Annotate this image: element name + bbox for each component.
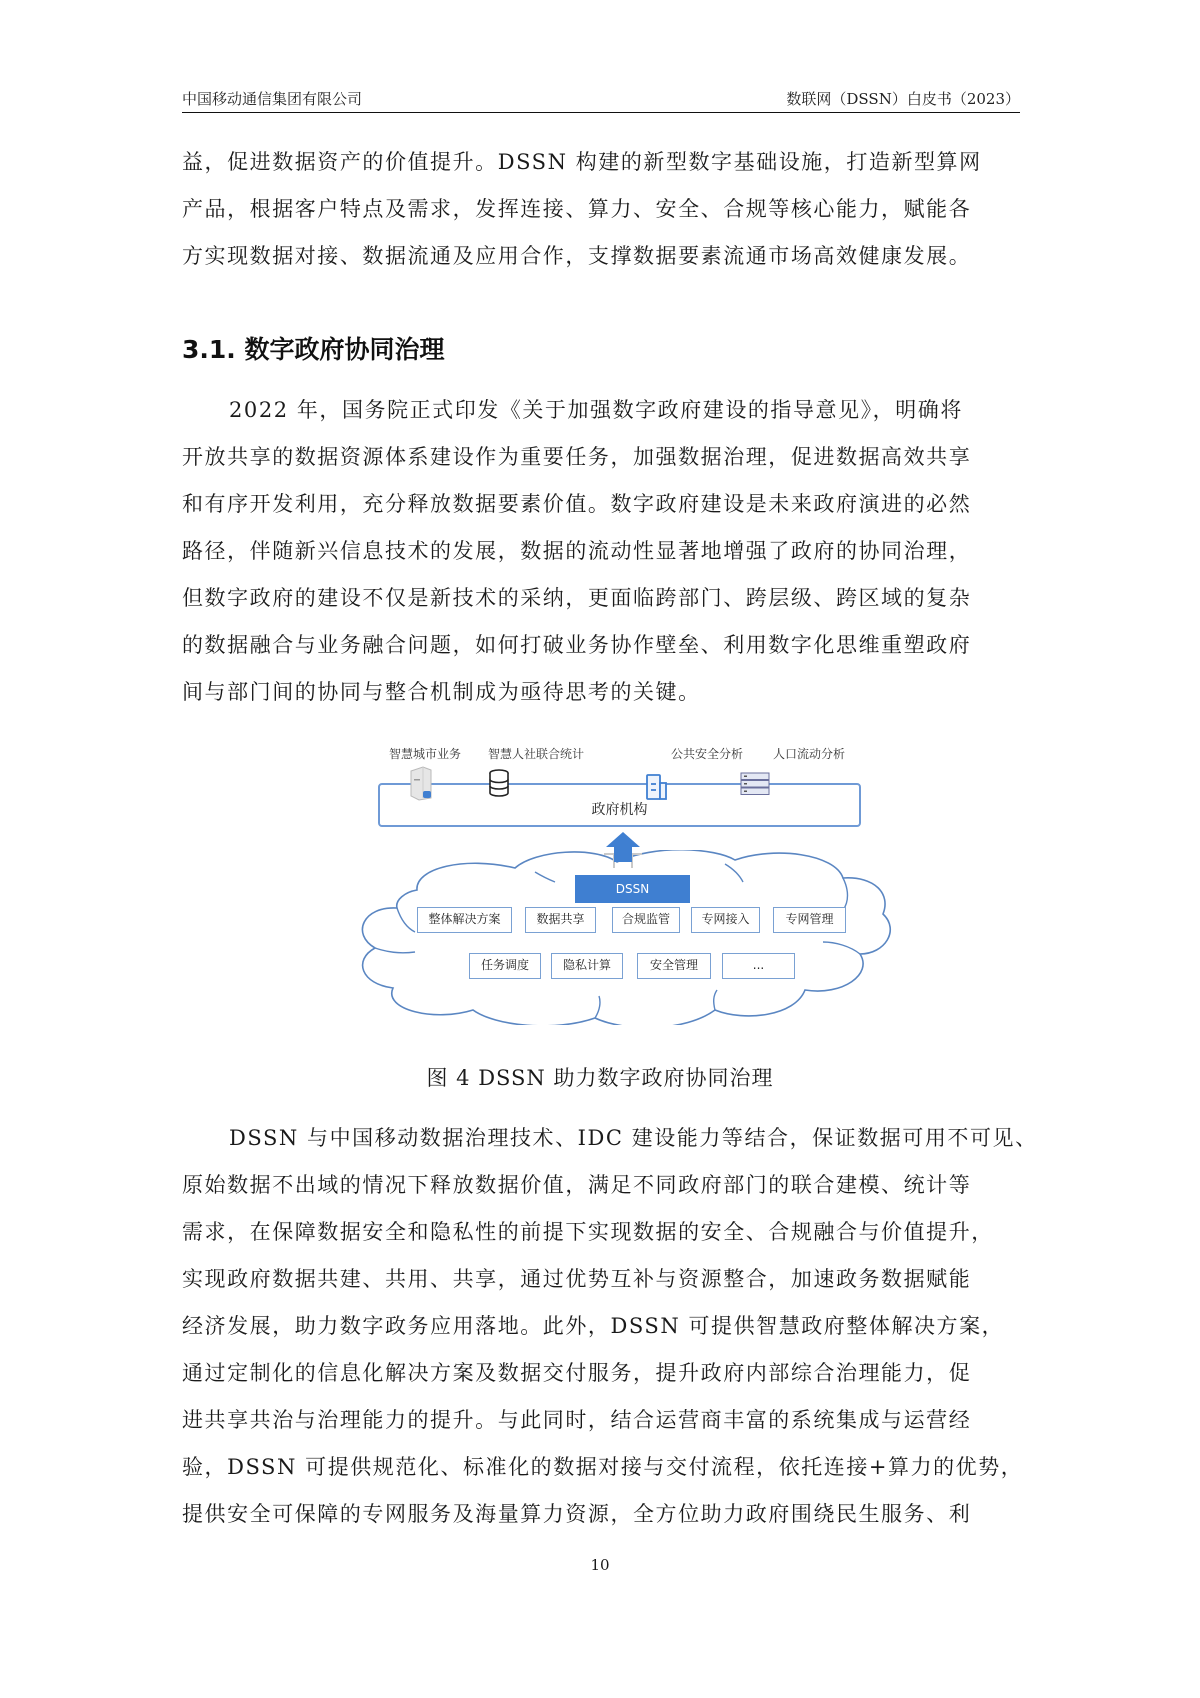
service-box: 数据共享 [525,907,596,933]
paragraph-line: 路径，伴随新兴信息技术的发展，数据的流动性显著地增强了政府的协同治理， [182,539,972,563]
service-box: 专网管理 [773,907,846,933]
government-box [378,783,861,827]
paragraph-line: 通过定制化的信息化解决方案及数据交付服务，提升政府内部综合治理能力，促 [182,1361,972,1385]
label-smart-city: 智慧城市业务 [389,747,462,761]
service-box: 隐私计算 [551,953,623,979]
dssn-box: DSSN [575,875,690,903]
page-header [182,86,1020,113]
paragraph-line: 的数据融合与业务融合问题，如何打破业务协作壁垒、利用数字化思维重塑政府 [182,633,972,657]
paragraph-line: 原始数据不出域的情况下释放数据价值，满足不同政府部门的联合建模、统计等 [182,1173,972,1197]
label-social-stats: 智慧人社联合统计 [488,747,585,761]
label-public-safety: 公共安全分析 [671,747,744,761]
label-population-flow: 人口流动分析 [773,747,846,761]
service-box: 整体解决方案 [417,907,512,933]
service-box: 安全管理 [637,953,711,979]
paragraph-line: 间与部门间的协同与整合机制成为亟待思考的关键。 [182,680,701,704]
service-box: 任务调度 [469,953,541,979]
paragraph-line: 实现政府数据共建、共用、共享，通过优势互补与资源整合，加速政务数据赋能 [182,1267,972,1291]
paragraph-line: 和有序开发利用，充分释放数据要素价值。数字政府建设是未来政府演进的必然 [182,492,972,516]
paragraph-line: 需求，在保障数据安全和隐私性的前提下实现数据的安全、合规融合与价值提升， [182,1220,994,1244]
page-number: 10 [590,1556,610,1574]
paragraph-line: 验，DSSN 可提供规范化、标准化的数据对接与交付流程，依托连接+算力的优势， [182,1455,1024,1479]
government-label: 政府机构 [591,802,648,818]
header-company: 中国移动通信集团有限公司 [182,90,363,108]
intro-line: 方实现数据对接、数据流通及应用合作，支撑数据要素流通市场高效健康发展。 [182,244,972,268]
paragraph-line: 进共享共治与治理能力的提升。与此同时，结合运营商丰富的系统集成与运营经 [182,1408,972,1432]
section-heading: 3.1. 数字政府协同治理 [182,335,445,364]
figure-diagram [355,735,895,1030]
intro-line: 产品，根据客户特点及需求，发挥连接、算力、安全、合规等核心能力，赋能各 [182,197,972,221]
intro-line: 益，促进数据资产的价值提升。DSSN 构建的新型数字基础设施，打造新型算网 [182,150,982,174]
up-arrow-icon [600,830,646,870]
paragraph-line: 2022 年，国务院正式印发《关于加强数字政府建设的指导意见》，明确将 [229,398,963,422]
service-box: 专网接入 [691,907,760,933]
server-rack-icon [740,772,770,796]
service-box: ... [722,953,795,979]
paragraph-line: DSSN 与中国移动数据治理技术、IDC 建设能力等结合，保证数据可用不可见、 [229,1126,1038,1150]
building-icon [645,773,669,801]
paragraph-line: 但数字政府的建设不仅是新技术的采纳，更面临跨部门、跨层级、跨区域的复杂 [182,586,972,610]
database-icon [488,769,510,797]
paragraph-line: 经济发展，助力数字政务应用落地。此外，DSSN 可提供智慧政府整体解决方案， [182,1314,1005,1338]
service-box: 合规监管 [612,907,680,933]
server-icon [407,765,435,801]
figure-caption: 图 4 DSSN 助力数字政府协同治理 [426,1066,774,1090]
paragraph-line: 提供安全可保障的专网服务及海量算力资源，全方位助力政府围绕民生服务、利 [182,1502,972,1526]
paragraph-line: 开放共享的数据资源体系建设作为重要任务，加强数据治理，促进数据高效共享 [182,445,972,469]
header-document-title: 数联网（DSSN）白皮书（2023） [786,90,1020,108]
